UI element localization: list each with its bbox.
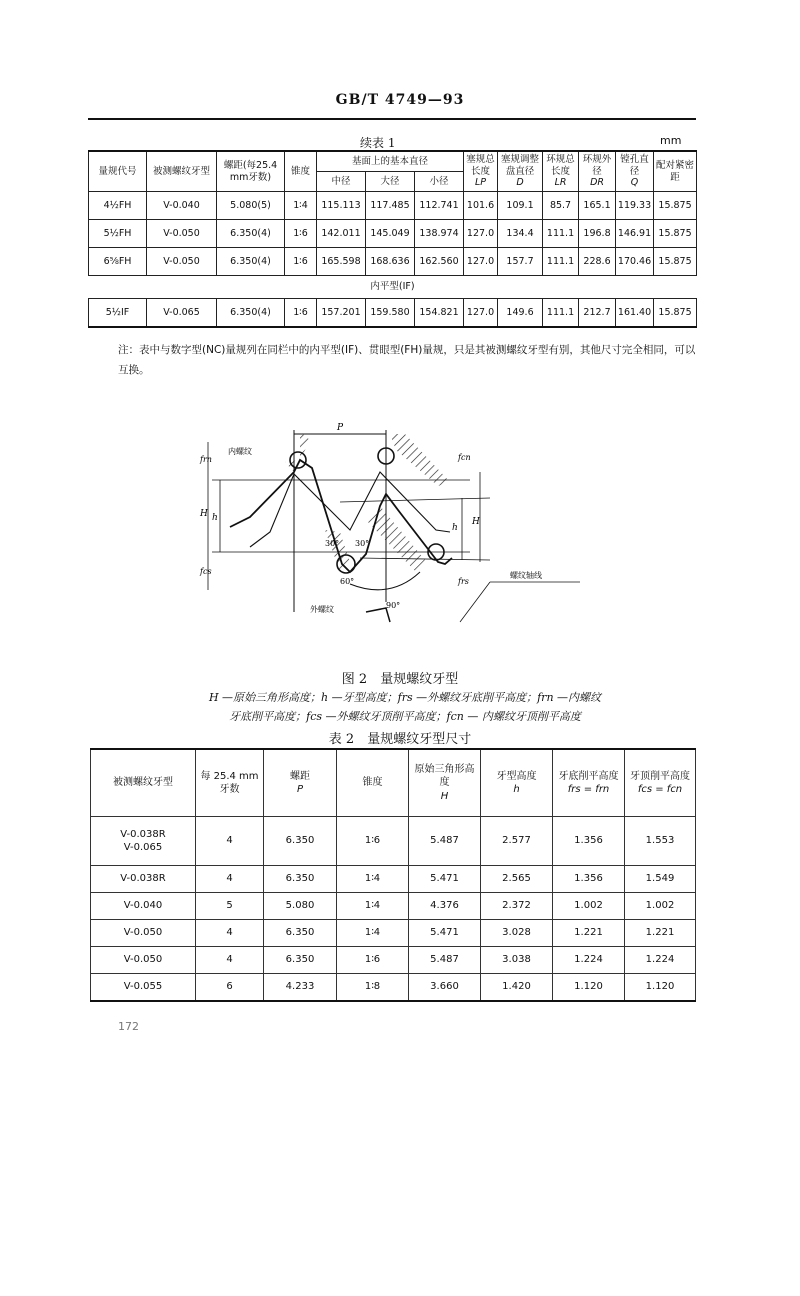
table1-caption: 续表 1 — [360, 136, 396, 150]
t2-th-pitch: 螺距 P — [264, 749, 337, 817]
label-frn: frn — [200, 455, 212, 464]
t2-cell: 5.487 — [409, 817, 481, 866]
table-cell: V-0.065 — [147, 299, 217, 328]
table-cell: 111.1 — [543, 299, 579, 328]
table-cell: V-0.050 — [91, 920, 196, 947]
table-cell: 1∶6 — [285, 220, 317, 248]
table-cell: V-0.050 — [91, 947, 196, 974]
t2-cell: 1.553 — [625, 817, 696, 866]
label-angle30b: 30° — [355, 539, 370, 548]
table-cell: 1∶4 — [285, 192, 317, 220]
table1-body — [89, 192, 697, 276]
table-row — [91, 817, 696, 866]
table-cell: 3.660 — [409, 974, 481, 1002]
table-cell: 162.560 — [415, 248, 464, 276]
label-h-left: h — [212, 513, 218, 523]
th-ring-length: 环规总长度 LR — [543, 151, 579, 192]
table-cell: 1∶6 — [285, 248, 317, 276]
figure2-caption: 图 2 量规螺纹牙型 — [341, 672, 459, 687]
table-cell: 1.420 — [481, 974, 553, 1002]
table-cell: 1.224 — [553, 947, 625, 974]
ref-line-3 — [340, 498, 490, 502]
table-cell: 112.741 — [415, 192, 464, 220]
table-cell: 6.350 — [264, 947, 337, 974]
table-cell: 142.011 — [317, 220, 366, 248]
th-code: 量规代号 — [89, 151, 147, 192]
axis-leader-d — [460, 582, 490, 622]
figure2-legend — [175, 688, 635, 726]
label-p: P — [336, 423, 344, 433]
sym-dr: DR — [590, 177, 604, 189]
label-fcs: fcs — [200, 567, 212, 576]
table-cell: 5½FH — [89, 220, 147, 248]
external-thread-profile — [250, 472, 450, 547]
table-cell: 4.233 — [264, 974, 337, 1002]
table1-body-if — [89, 299, 697, 328]
th-pitch: 螺距(每25.4 mm牙数) — [217, 151, 285, 192]
angle-arc — [350, 572, 420, 590]
t2-th-thread-form: 被测螺纹牙型 — [91, 749, 196, 817]
table-cell: 1∶6 — [285, 299, 317, 328]
table-cell: 5½IF — [89, 299, 147, 328]
label-h-right: h — [452, 523, 458, 533]
table-cell: 127.0 — [464, 248, 498, 276]
th-basic-diameter: 基面上的基本直径 — [317, 151, 464, 172]
th-pitch-dia: 中径 — [317, 172, 366, 192]
th-plug-length: 塞规总长度 LP — [464, 151, 498, 192]
table-cell: 1.221 — [625, 920, 696, 947]
table-cell: 127.0 — [464, 299, 498, 328]
page-header: GB/T 4749—93 — [335, 92, 465, 108]
ref-line-4 — [360, 558, 490, 560]
sym-q: Q — [630, 177, 639, 189]
table1-unit: mm — [660, 134, 682, 147]
table-cell: 165.598 — [317, 248, 366, 276]
table-cell: 1.120 — [625, 974, 696, 1002]
table-cell: 5.471 — [409, 920, 481, 947]
t2-cell: 6.350 — [264, 817, 337, 866]
table-cell: 146.91 — [616, 220, 654, 248]
t2-cell: 1.356 — [553, 817, 625, 866]
legend-line-2: 牙底削平高度；fcs —外螺纹牙顶削平高度；fcn — 内螺纹牙顶削平高度 — [229, 710, 581, 723]
table-cell: 4 — [196, 947, 264, 974]
t2-th-root: 牙底削平高度 frs = frn — [553, 749, 625, 817]
label-H-left: H — [200, 509, 208, 519]
th-major-dia: 大径 — [366, 172, 415, 192]
table-row — [91, 866, 696, 893]
table2 — [90, 748, 696, 1002]
table-cell: 15.875 — [654, 299, 697, 328]
label-angle60: 60° — [340, 577, 355, 586]
t2-form-pair: V-0.038R V-0.065 — [91, 817, 196, 866]
sym-d: D — [516, 177, 524, 189]
table-row — [91, 974, 696, 1002]
table-cell: 4 — [196, 866, 264, 893]
table-cell: V-0.040 — [91, 893, 196, 920]
table-cell: 1.356 — [553, 866, 625, 893]
table-row — [89, 192, 697, 220]
t2-th-tpi: 每 25.4 mm 牙数 — [196, 749, 264, 817]
table-cell: 1.224 — [625, 947, 696, 974]
t2-cell: 2.577 — [481, 817, 553, 866]
table-cell: 161.40 — [616, 299, 654, 328]
table-cell: 6.350 — [264, 866, 337, 893]
table-cell: 1∶4 — [337, 893, 409, 920]
t2-th-taper: 锥度 — [337, 749, 409, 817]
external-thread-hatch-right — [366, 506, 425, 572]
table-cell: 1.002 — [625, 893, 696, 920]
table-cell: 1.549 — [625, 866, 696, 893]
table-cell: 5 — [196, 893, 264, 920]
table-row — [91, 893, 696, 920]
table-cell: 6 — [196, 974, 264, 1002]
t2-th-crest: 牙顶削平高度 fcs = fcn — [625, 749, 696, 817]
table-cell: 154.821 — [415, 299, 464, 328]
table-cell: 111.1 — [543, 220, 579, 248]
th-minor-dia: 小径 — [415, 172, 464, 192]
table-cell: 111.1 — [543, 248, 579, 276]
table-cell: 15.875 — [654, 192, 697, 220]
table-cell: 1.002 — [553, 893, 625, 920]
table-cell: 228.6 — [579, 248, 616, 276]
table-cell: 5.487 — [409, 947, 481, 974]
table-cell: 170.46 — [616, 248, 654, 276]
t2-cell: 1∶6 — [337, 817, 409, 866]
table-row — [89, 299, 697, 328]
header-rule — [88, 118, 696, 120]
table-cell: 15.875 — [654, 248, 697, 276]
table2-body — [91, 866, 696, 1002]
right-angle-mark — [366, 608, 390, 622]
label-angle90: 90° — [386, 601, 401, 610]
page-number: 172 — [118, 1020, 139, 1033]
th-ring-od: 环规外径 DR — [579, 151, 616, 192]
table-cell: 117.485 — [366, 192, 415, 220]
table-cell: 4½FH — [89, 192, 147, 220]
table-cell: 15.875 — [654, 220, 697, 248]
table-cell: 4.376 — [409, 893, 481, 920]
table-row — [91, 920, 696, 947]
table-cell: V-0.040 — [147, 192, 217, 220]
table-cell: 4 — [196, 920, 264, 947]
table-cell: 134.4 — [498, 220, 543, 248]
sym-lp: LP — [475, 177, 487, 189]
table-row — [89, 220, 697, 248]
table-cell: 115.113 — [317, 192, 366, 220]
label-H-right: H — [472, 517, 480, 527]
table-cell: 6.350(4) — [217, 299, 285, 328]
table-row — [89, 248, 697, 276]
table-cell: 157.201 — [317, 299, 366, 328]
t2-th-H: 原始三角形高度 H — [409, 749, 481, 817]
table-cell: 101.6 — [464, 192, 498, 220]
t2-th-h: 牙型高度 h — [481, 749, 553, 817]
table-cell: 85.7 — [543, 192, 579, 220]
table-cell: 1∶8 — [337, 974, 409, 1002]
table-cell: 6.350(4) — [217, 220, 285, 248]
table-cell: 127.0 — [464, 220, 498, 248]
table-cell: 1∶6 — [337, 947, 409, 974]
table1-subheader: 内平型(IF) — [89, 276, 697, 299]
label-external: 外螺纹 — [310, 605, 334, 614]
label-internal: 内螺纹 — [228, 447, 252, 456]
table-cell: 196.8 — [579, 220, 616, 248]
table1-note: 注：表中与数字型(NC)量规列在同栏中的内平型(IF)、贯眼型(FH)量规，只是其被测螺纹牙型有别，其他尺寸完全相同，可以互换。 — [118, 344, 696, 376]
sym-lr: LR — [554, 177, 567, 189]
internal-thread-hatch-right — [390, 434, 450, 486]
table-cell: 1.221 — [553, 920, 625, 947]
table-cell: 6⅝FH — [89, 248, 147, 276]
table-cell: 165.1 — [579, 192, 616, 220]
table-row — [91, 947, 696, 974]
table-cell: 2.372 — [481, 893, 553, 920]
table-cell: 5.471 — [409, 866, 481, 893]
table-cell: 2.565 — [481, 866, 553, 893]
t2-cell: 4 — [196, 817, 264, 866]
table-cell: 3.028 — [481, 920, 553, 947]
table-cell: 138.974 — [415, 220, 464, 248]
table-cell: V-0.055 — [91, 974, 196, 1002]
table-cell: 168.636 — [366, 248, 415, 276]
table-cell: 5.080 — [264, 893, 337, 920]
label-axis: 螺纹轴线 — [510, 571, 542, 580]
table-cell: 212.7 — [579, 299, 616, 328]
table-cell: 119.33 — [616, 192, 654, 220]
table-cell: 159.580 — [366, 299, 415, 328]
table-cell: 3.038 — [481, 947, 553, 974]
table-cell: V-0.050 — [147, 248, 217, 276]
table-cell: V-0.050 — [147, 220, 217, 248]
label-frs: frs — [458, 577, 469, 586]
th-counterbore: 镗孔直径 Q — [616, 151, 654, 192]
table-cell: 149.6 — [498, 299, 543, 328]
table-cell: 1∶4 — [337, 920, 409, 947]
th-thread-form: 被测螺纹牙型 — [147, 151, 217, 192]
table2-caption: 表 2 量规螺纹牙型尺寸 — [328, 732, 472, 747]
th-standoff: 配对紧密距 — [654, 151, 697, 192]
label-fcn: fcn — [458, 453, 471, 462]
table-cell: 109.1 — [498, 192, 543, 220]
table-cell: 145.049 — [366, 220, 415, 248]
label-angle30a: 30° — [325, 539, 340, 548]
table-cell: 157.7 — [498, 248, 543, 276]
table-cell: 5.080(5) — [217, 192, 285, 220]
table-cell: 1.120 — [553, 974, 625, 1002]
table-cell: 6.350 — [264, 920, 337, 947]
table-cell: 1∶4 — [337, 866, 409, 893]
th-taper: 锥度 — [285, 151, 317, 192]
legend-line-1: H —原始三角形高度；h —牙型高度；frs —外螺纹牙底削平高度；frn —内螺纹 — [208, 691, 602, 704]
table1 — [88, 150, 697, 328]
table-cell: V-0.038R — [91, 866, 196, 893]
table-cell: 6.350(4) — [217, 248, 285, 276]
th-plug-disc: 塞规调整盘直径 D — [498, 151, 543, 192]
thread-profile-figure — [190, 412, 610, 652]
